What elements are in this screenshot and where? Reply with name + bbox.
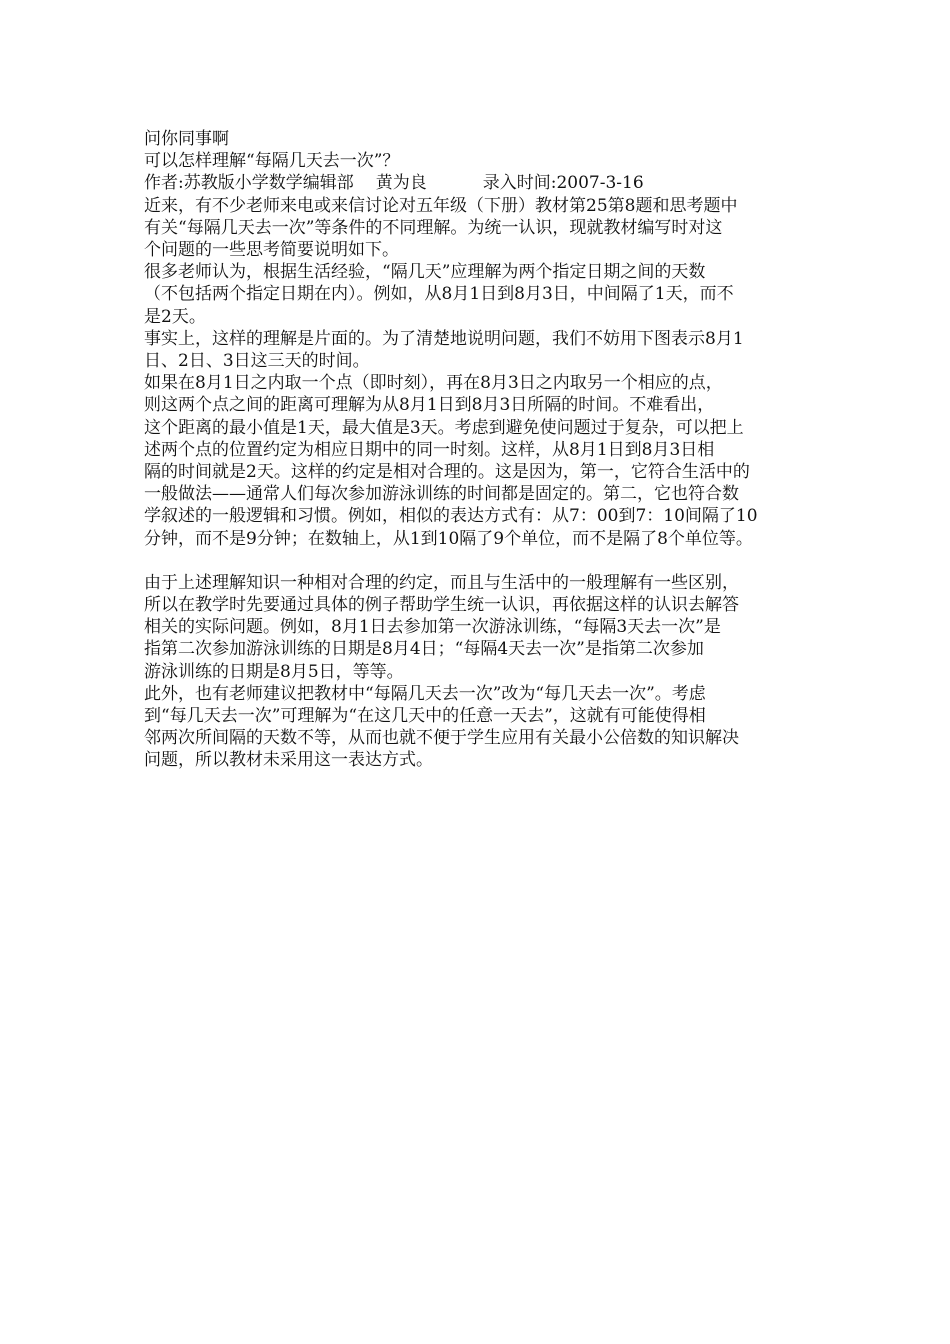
paragraph-line: 到“每几天去一次”可理解为“在这几天中的任意一天去”，这就有可能使得相: [144, 706, 706, 727]
paragraph-line: 问题，所以教材未采用这一表达方式。: [144, 750, 433, 771]
paragraph-line: 述两个点的位置约定为相应日期中的同一时刻。这样，从8月1日到8月3日相: [144, 439, 715, 460]
paragraph-line: 隔的时间就是2天。这样的约定是相对合理的。这是因为，第一，它符合生活中的: [144, 462, 750, 483]
document-heading: 问你同事啊: [144, 129, 229, 149]
author-name: 黄为良: [375, 173, 427, 194]
blank-line: [144, 550, 824, 572]
paragraph-line: 游泳训练的日期是8月5日，等等。: [144, 661, 404, 682]
paragraph-line: 分钟，而不是9分钟；在数轴上，从1到10隔了9个单位，而不是隔了8个单位等。: [144, 528, 753, 549]
paragraph-line: 由于上述理解知识一种相对合理的约定，而且与生活中的一般理解有一些区别，: [144, 572, 739, 593]
article-meta: [144, 172, 824, 194]
document-page: [144, 128, 824, 772]
paragraph-5: [144, 572, 824, 683]
paragraph-line: 则这两个点之间的距离可理解为从8月1日到8月3日所隔的时间。不难看出，: [144, 395, 715, 416]
paragraph-line: 如果在8月1日之内取一个点（即时刻），再在8月3日之内取另一个相应的点，: [144, 373, 723, 394]
paragraph-line: 这个距离的最小值是1天，最大值是3天。考虑到避免使问题过于复杂，可以把上: [144, 417, 744, 438]
paragraph-line: 近来，有不少老师来电或来信讨论对五年级（下册）教材第25第8题和思考题中: [144, 195, 738, 216]
paragraph-line: 学叙述的一般逻辑和习惯。例如，相似的表达方式有：从7：00到7：10间隔了10: [144, 506, 758, 527]
paragraph-line: 是2天。: [144, 306, 206, 327]
paragraph-line: 邻两次所间隔的天数不等，从而也就不便于学生应用有关最小公倍数的知识解决: [144, 728, 739, 749]
paragraph-2: [144, 261, 824, 328]
paragraph-1: [144, 195, 824, 262]
author-label: 作者:苏教版小学数学编辑部: [144, 173, 354, 194]
paragraph-line: 相关的实际问题。例如，8月1日去参加第一次游泳训练，“每隔3天去一次”是: [144, 617, 721, 638]
paragraph-line: 有关“每隔几天去一次”等条件的不同理解。为统一认识，现就教材编写时对这: [144, 217, 723, 238]
paragraph-line: 此外，也有老师建议把教材中“每隔几天去一次”改为“每几天去一次”。考虑: [144, 683, 706, 704]
paragraph-line: （不包括两个指定日期在内）。例如，从8月1日到8月3日，中间隔了1天，而不: [144, 284, 734, 305]
paragraph-line: 日、2日、3日这三天的时间。: [144, 351, 370, 372]
paragraph-line: 个问题的一些思考简要说明如下。: [144, 240, 399, 261]
paragraph-line: 事实上，这样的理解是片面的。为了清楚地说明问题，我们不妨用下图表示8月1: [144, 328, 744, 349]
entry-date: 录入时间:2007-3-16: [482, 173, 644, 194]
paragraph-6: [144, 683, 824, 772]
article-title: 可以怎样理解“每隔几天去一次”？: [144, 151, 400, 172]
paragraph-line: 所以在教学时先要通过具体的例子帮助学生统一认识，再依据这样的认识去解答: [144, 595, 739, 616]
paragraph-3: [144, 328, 824, 372]
paragraph-4: [144, 372, 824, 550]
paragraph-line: 一般做法——通常人们每次参加游泳训练的时间都是固定的。第二，它也符合数: [144, 484, 739, 505]
paragraph-line: 很多老师认为，根据生活经验，“隔几天”应理解为两个指定日期之间的天数: [144, 262, 706, 283]
paragraph-line: 指第二次参加游泳训练的日期是8月4日；“每隔4天去一次”是指第二次参加: [144, 639, 704, 660]
